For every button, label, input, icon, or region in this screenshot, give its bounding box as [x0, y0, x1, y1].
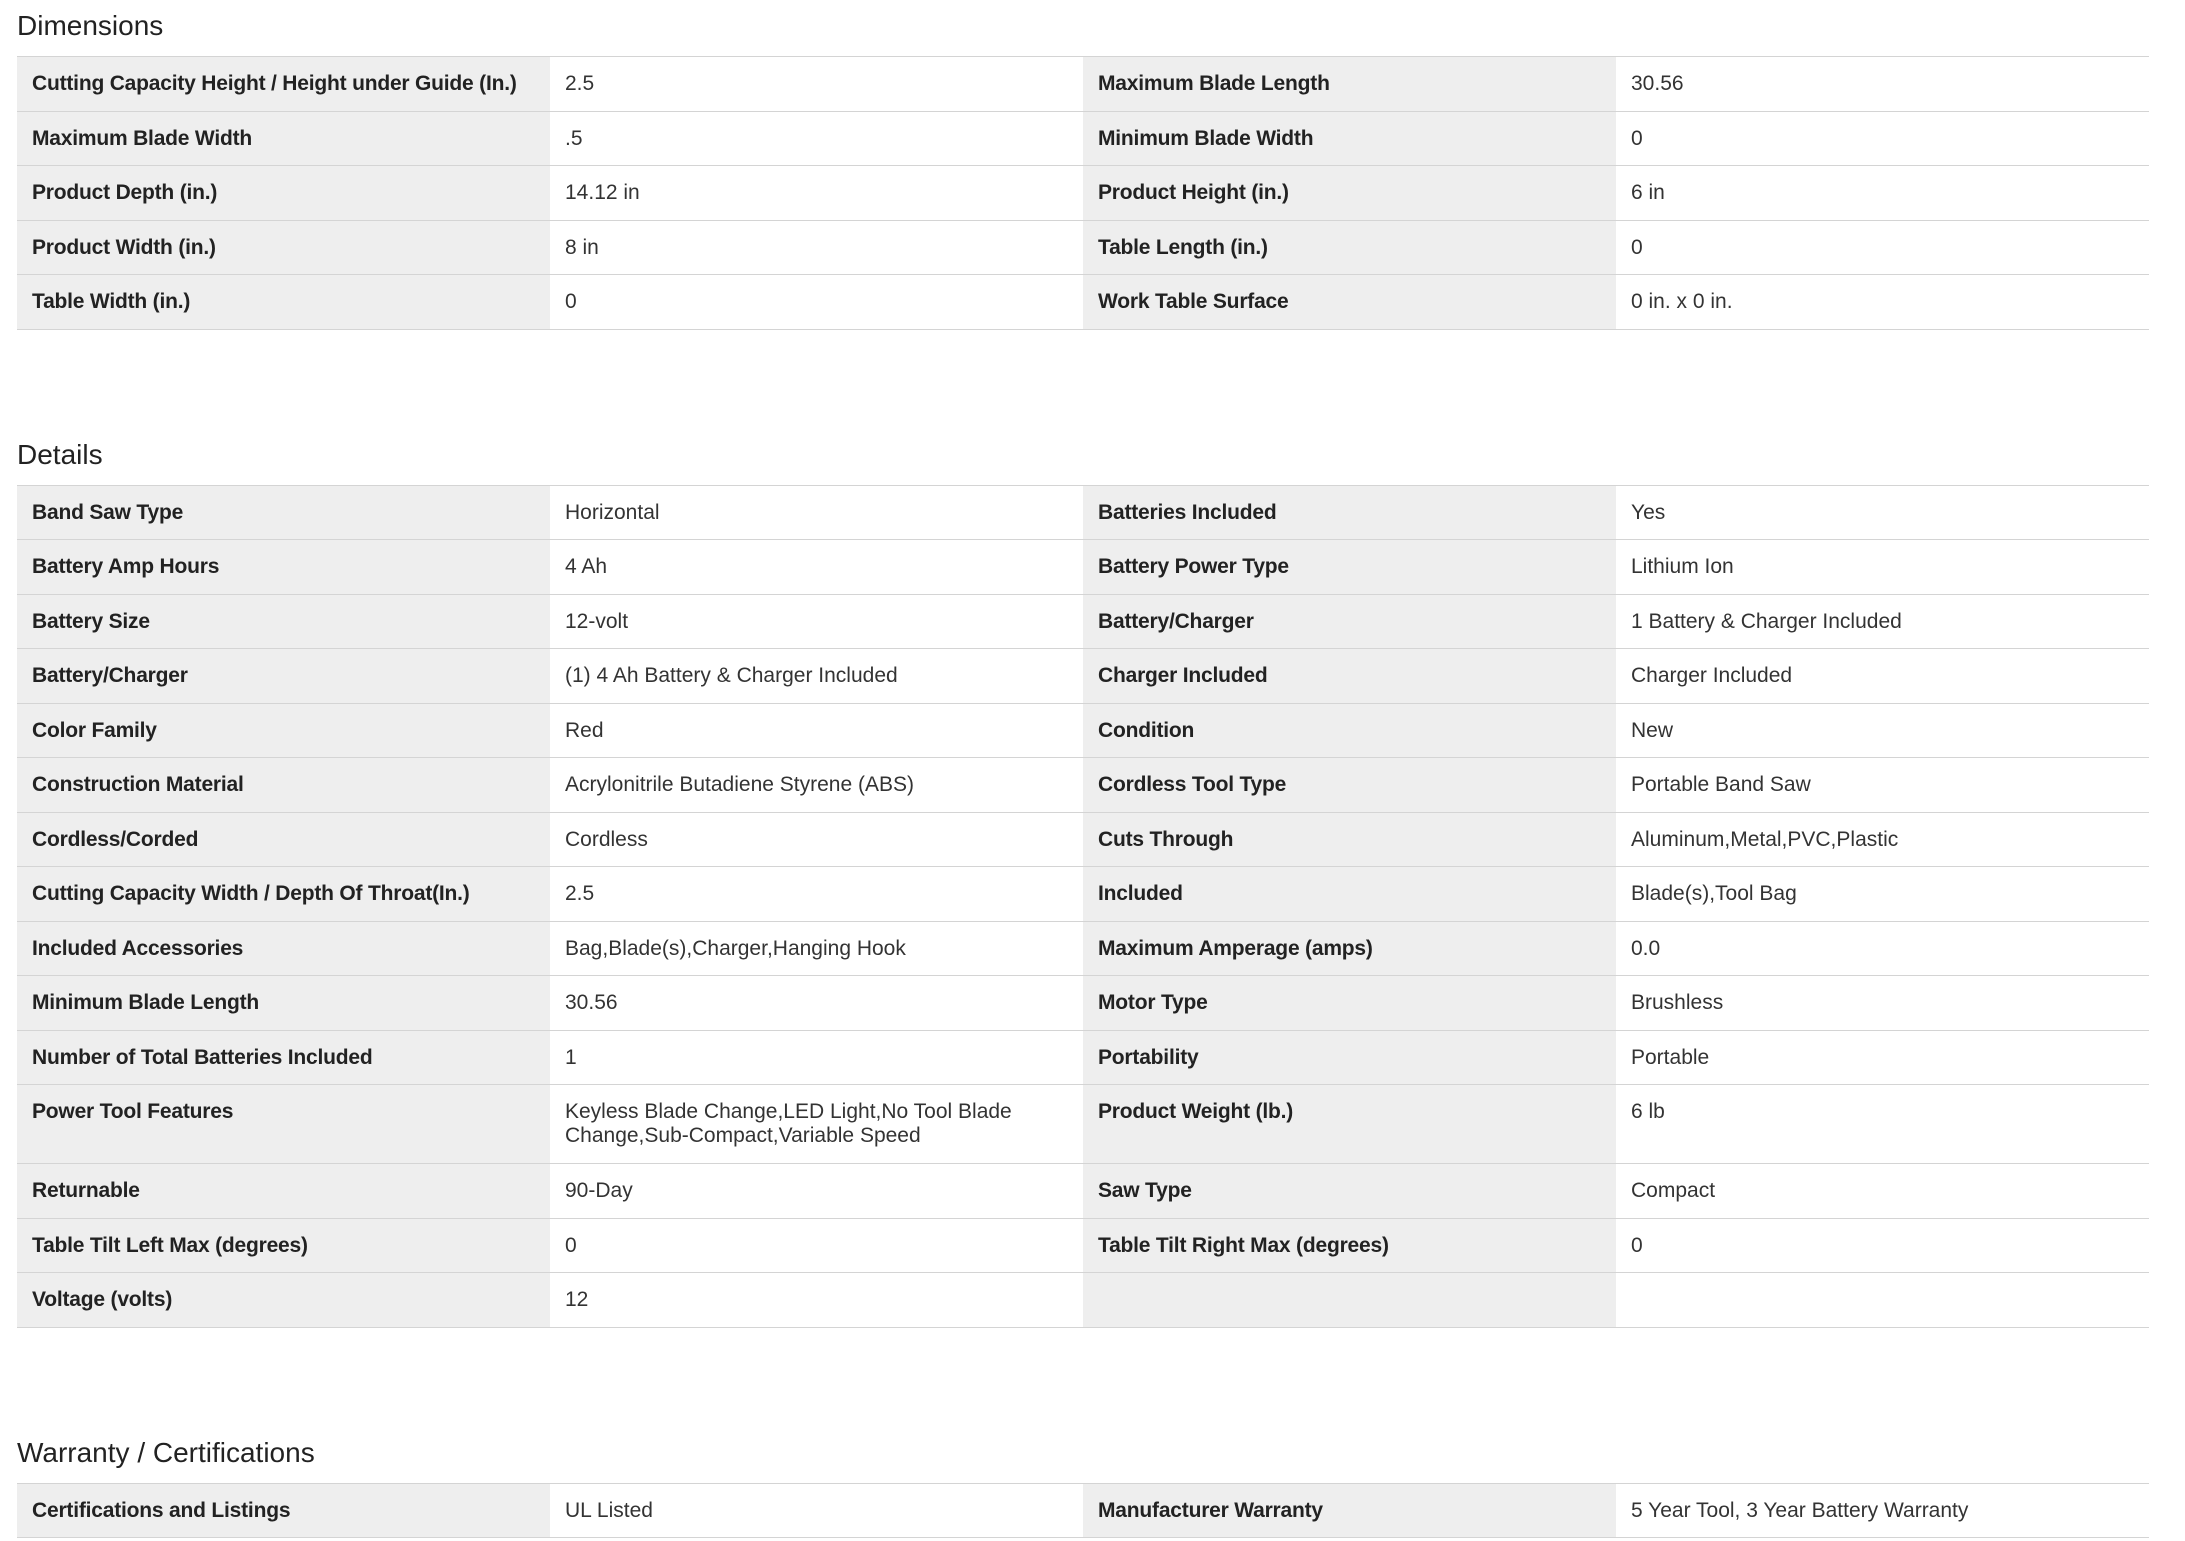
spec-value: 6 in	[1616, 166, 2149, 220]
spec-label: Motor Type	[1083, 976, 1616, 1030]
spec-value: Charger Included	[1616, 649, 2149, 703]
table-row	[17, 166, 2149, 221]
spec-value: 8 in	[550, 221, 1083, 275]
spec-value: Red	[550, 704, 1083, 758]
spec-value: .5	[550, 112, 1083, 166]
spec-label: Battery/Charger	[17, 649, 550, 703]
spec-label: Construction Material	[17, 758, 550, 812]
warranty-table	[17, 1483, 2149, 1539]
spec-label: Product Width (in.)	[17, 221, 550, 275]
spec-label: Condition	[1083, 704, 1616, 758]
spec-label: Maximum Blade Width	[17, 112, 550, 166]
table-row	[17, 649, 2149, 704]
table-row	[17, 1085, 2149, 1164]
table-row	[17, 867, 2149, 922]
spec-label: Minimum Blade Length	[17, 976, 550, 1030]
spec-label: Returnable	[17, 1164, 550, 1218]
spec-label: Battery Size	[17, 595, 550, 649]
spec-label: Battery Amp Hours	[17, 540, 550, 594]
spec-label: Cordless/Corded	[17, 813, 550, 867]
spec-label: Work Table Surface	[1083, 275, 1616, 329]
spec-label: Power Tool Features	[17, 1085, 550, 1163]
spec-label: Included Accessories	[17, 922, 550, 976]
table-row	[17, 976, 2149, 1031]
spec-value: Keyless Blade Change,LED Light,No Tool Blade Change,Sub-Compact,Variable Speed	[550, 1085, 1083, 1163]
warranty-section	[17, 1427, 2149, 1539]
table-row	[17, 595, 2149, 650]
spec-label: Table Tilt Right Max (degrees)	[1083, 1219, 1616, 1273]
spec-label: Color Family	[17, 704, 550, 758]
spec-value: 30.56	[1616, 57, 2149, 111]
spec-label: Maximum Blade Length	[1083, 57, 1616, 111]
details-title: Details	[17, 438, 103, 470]
spec-value: 1 Battery & Charger Included	[1616, 595, 2149, 649]
table-row	[17, 112, 2149, 167]
dimensions-table	[17, 56, 2149, 330]
warranty-title: Warranty / Certifications	[17, 1436, 315, 1468]
spec-label: Product Depth (in.)	[17, 166, 550, 220]
spec-value: Acrylonitrile Butadiene Styrene (ABS)	[550, 758, 1083, 812]
spec-value: Horizontal	[550, 486, 1083, 540]
spec-value: 0	[550, 1219, 1083, 1273]
table-row	[17, 922, 2149, 977]
spec-value: 1	[550, 1031, 1083, 1085]
spec-label: Saw Type	[1083, 1164, 1616, 1218]
spec-label: Battery Power Type	[1083, 540, 1616, 594]
spec-label: Portability	[1083, 1031, 1616, 1085]
spec-label: Manufacturer Warranty	[1083, 1484, 1616, 1538]
table-row	[17, 221, 2149, 276]
spec-value: Yes	[1616, 486, 2149, 540]
table-row	[17, 813, 2149, 868]
spec-label: Cordless Tool Type	[1083, 758, 1616, 812]
table-row	[17, 1219, 2149, 1274]
table-row	[17, 486, 2149, 541]
details-section	[17, 429, 2149, 1328]
spec-value: Compact	[1616, 1164, 2149, 1218]
spec-label: Voltage (volts)	[17, 1273, 550, 1327]
dimensions-title: Dimensions	[17, 10, 164, 41]
spec-value: 0 in. x 0 in.	[1616, 275, 2149, 329]
table-row	[17, 1031, 2149, 1086]
spec-label: Cuts Through	[1083, 813, 1616, 867]
table-row	[17, 57, 2149, 112]
spec-value: 0	[1616, 221, 2149, 275]
spec-label: Product Weight (lb.)	[1083, 1085, 1616, 1163]
spec-label: Number of Total Batteries Included	[17, 1031, 550, 1085]
spec-value: Brushless	[1616, 976, 2149, 1030]
spec-value: Portable Band Saw	[1616, 758, 2149, 812]
spec-value: 2.5	[550, 57, 1083, 111]
spec-label: Table Length (in.)	[1083, 221, 1616, 275]
spec-value: UL Listed	[550, 1484, 1083, 1538]
spec-value: 0.0	[1616, 922, 2149, 976]
spec-label: Band Saw Type	[17, 486, 550, 540]
spec-value: 12	[550, 1273, 1083, 1327]
spec-value: (1) 4 Ah Battery & Charger Included	[550, 649, 1083, 703]
table-row	[17, 1273, 2149, 1328]
spec-value: 0	[550, 275, 1083, 329]
table-row	[17, 540, 2149, 595]
table-row	[17, 704, 2149, 759]
spec-value: Lithium Ion	[1616, 540, 2149, 594]
spec-label: Table Width (in.)	[17, 275, 550, 329]
spec-label: Cutting Capacity Height / Height under Guide (In.)	[17, 57, 550, 111]
spec-label: Charger Included	[1083, 649, 1616, 703]
spec-label	[1083, 1273, 1616, 1327]
spec-value: 12-volt	[550, 595, 1083, 649]
details-table	[17, 485, 2149, 1328]
spec-label: Maximum Amperage (amps)	[1083, 922, 1616, 976]
spec-label: Batteries Included	[1083, 486, 1616, 540]
spec-value: 30.56	[550, 976, 1083, 1030]
spec-label: Product Height (in.)	[1083, 166, 1616, 220]
table-row	[17, 1164, 2149, 1219]
spec-value: 90-Day	[550, 1164, 1083, 1218]
spec-value: 6 lb	[1616, 1085, 2149, 1163]
spec-value: Bag,Blade(s),Charger,Hanging Hook	[550, 922, 1083, 976]
spec-label: Battery/Charger	[1083, 595, 1616, 649]
spec-value: New	[1616, 704, 2149, 758]
table-row	[17, 1484, 2149, 1539]
spec-value: Cordless	[550, 813, 1083, 867]
specifications-page	[17, 0, 2149, 1538]
table-row	[17, 275, 2149, 330]
spec-value: 0	[1616, 112, 2149, 166]
spec-value: 4 Ah	[550, 540, 1083, 594]
spec-label: Included	[1083, 867, 1616, 921]
spec-value: Aluminum,Metal,PVC,Plastic	[1616, 813, 2149, 867]
spec-label: Minimum Blade Width	[1083, 112, 1616, 166]
spec-value: 5 Year Tool, 3 Year Battery Warranty	[1616, 1484, 2149, 1538]
spec-value: 14.12 in	[550, 166, 1083, 220]
dimensions-section	[17, 0, 2149, 330]
spec-label: Table Tilt Left Max (degrees)	[17, 1219, 550, 1273]
spec-label: Certifications and Listings	[17, 1484, 550, 1538]
spec-value: Portable	[1616, 1031, 2149, 1085]
spec-value: Blade(s),Tool Bag	[1616, 867, 2149, 921]
spec-value	[1616, 1273, 2149, 1327]
spec-value: 0	[1616, 1219, 2149, 1273]
table-row	[17, 758, 2149, 813]
spec-label: Cutting Capacity Width / Depth Of Throat(In.)	[17, 867, 550, 921]
spec-value: 2.5	[550, 867, 1083, 921]
